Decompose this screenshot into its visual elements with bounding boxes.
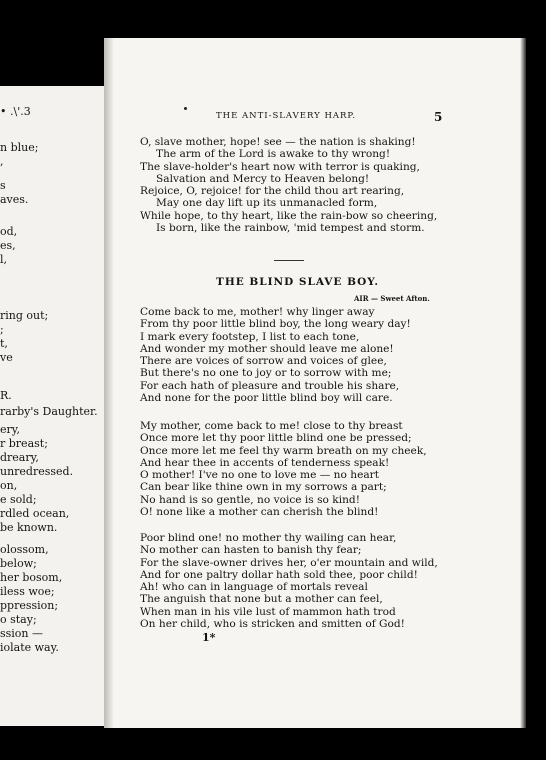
- left-page-line: e sold;: [0, 493, 37, 506]
- left-page-line: t,: [0, 337, 8, 350]
- left-page-line: rdled ocean,: [0, 507, 70, 520]
- right-page: [104, 38, 526, 728]
- verse-line: O mother! I've no one to love me — no heart: [140, 469, 379, 482]
- poem-title: THE BLIND SLAVE BOY.: [216, 276, 380, 288]
- verse-line: I mark every footstep, I list to each tone,: [140, 330, 360, 343]
- verse-line: Come back to me, mother! why linger away: [140, 306, 375, 318]
- signature-mark: 1*: [202, 631, 216, 644]
- verse-line: When man in his vile lust of mammon hath trod: [140, 605, 396, 618]
- left-page-line: unredressed.: [0, 465, 74, 478]
- verse-line: O! none like a mother can cherish the blind!: [140, 506, 379, 519]
- left-page-line: l,: [0, 253, 8, 266]
- left-page-line: s: [0, 179, 6, 192]
- verse-line: Can bear like thine own in my sorrows a part;: [140, 481, 387, 494]
- verse-line: The slave-holder's heart now with terror is quaking,: [140, 160, 420, 173]
- page-number: 5: [434, 110, 443, 124]
- verse-line: On her child, who is stricken and smitten of God!: [140, 618, 405, 631]
- left-page-line: iless woe;: [0, 585, 55, 598]
- poem-stanza-3: [140, 532, 440, 630]
- verse-line: Once more let thy poor little blind one be pressed;: [140, 432, 412, 445]
- verse-line: And for one paltry dollar hath sold thee, poor child!: [140, 568, 418, 581]
- left-page-line: dreary,: [0, 451, 39, 464]
- verse-line: For each hath of pleasure and trouble his share,: [140, 379, 400, 392]
- verse-line: And wonder my mother should leave me alone!: [140, 342, 394, 355]
- gutter-shadow: [104, 38, 114, 728]
- left-page-line: be known.: [0, 521, 58, 534]
- verse-line: O, slave mother, hope! see — the nation is shaking!: [140, 136, 416, 148]
- verse-line: Poor blind one! no mother thy wailing can hear,: [140, 532, 397, 544]
- left-page-line: es,: [0, 239, 16, 252]
- verse-line: My mother, come back to me! close to thy breast: [140, 420, 403, 432]
- verse-line: Rejoice, O, rejoice! for the child thou art rearing,: [140, 185, 405, 198]
- verse-line: From thy poor little blind boy, the long weary day!: [140, 318, 411, 331]
- print-dot: [184, 107, 187, 110]
- left-page-line: below;: [0, 557, 37, 570]
- poem-stanza-2: [140, 420, 440, 518]
- verse-line: And none for the poor little blind boy will care.: [140, 392, 393, 405]
- left-page-line: r breast;: [0, 437, 48, 450]
- page-edge-shadow: [520, 38, 526, 728]
- verse-line: There are voices of sorrow and voices of glee,: [140, 355, 387, 368]
- left-page-line: aves.: [0, 193, 29, 206]
- running-title: THE ANTI-SLAVERY HARP.: [216, 111, 357, 121]
- tune-note: AIR — Sweet Afton.: [354, 294, 430, 303]
- left-page-line: ery,: [0, 423, 21, 436]
- left-page-line: ring out;: [0, 309, 49, 322]
- verse-line: Ah! who can in language of mortals reveal: [140, 581, 368, 594]
- left-page-fragment: [0, 86, 104, 726]
- left-page-line: rarby's Daughter.: [0, 405, 98, 418]
- verse-line: No mother can hasten to banish thy fear;: [140, 544, 362, 557]
- verse-line: Is born, like the rainbow, 'mid tempest and storm.: [156, 222, 425, 235]
- verse-line: While hope, to thy heart, like the rain-bow so cheering,: [140, 209, 438, 222]
- verse-line: May one day lift up its unmanacled form,: [156, 197, 378, 210]
- left-page-line: her bosom,: [0, 571, 63, 584]
- verse-line: The arm of the Lord is awake to thy wrong!: [156, 148, 391, 161]
- left-page-line: ,: [0, 155, 4, 168]
- verse-line: No hand is so gentle, no voice is so kind!: [140, 493, 360, 506]
- left-page-line: olossom,: [0, 543, 49, 556]
- verse-line: Salvation and Mercy to Heaven belong!: [156, 172, 370, 185]
- verse-line: The anguish that none but a mother can feel,: [140, 593, 383, 606]
- verse-line: And hear thee in accents of tenderness speak!: [140, 456, 390, 469]
- left-page-line: o stay;: [0, 613, 37, 626]
- left-page-line: n blue;: [0, 141, 39, 154]
- verse-line: For the slave-owner drives her, o'er mountain and wild,: [140, 556, 438, 569]
- section-divider: [274, 260, 304, 261]
- left-page-line: iolate way.: [0, 641, 59, 654]
- left-page-line: ppression;: [0, 599, 59, 612]
- left-page-line: ssion —: [0, 627, 44, 640]
- left-page-line: on,: [0, 479, 18, 492]
- poem-stanza-1: [140, 306, 440, 404]
- closing-stanza: [140, 136, 440, 234]
- background-strip: [0, 728, 546, 760]
- left-page-line: ;: [0, 323, 4, 336]
- left-page-line: ve: [0, 351, 13, 364]
- left-page-line: R.: [0, 389, 12, 402]
- left-page-line: od,: [0, 225, 18, 238]
- left-page-line: • .\'.3: [0, 105, 31, 118]
- verse-line: But there's no one to joy or to sorrow with me;: [140, 367, 392, 380]
- verse-line: Once more let me feel thy warm breath on my cheek,: [140, 444, 427, 457]
